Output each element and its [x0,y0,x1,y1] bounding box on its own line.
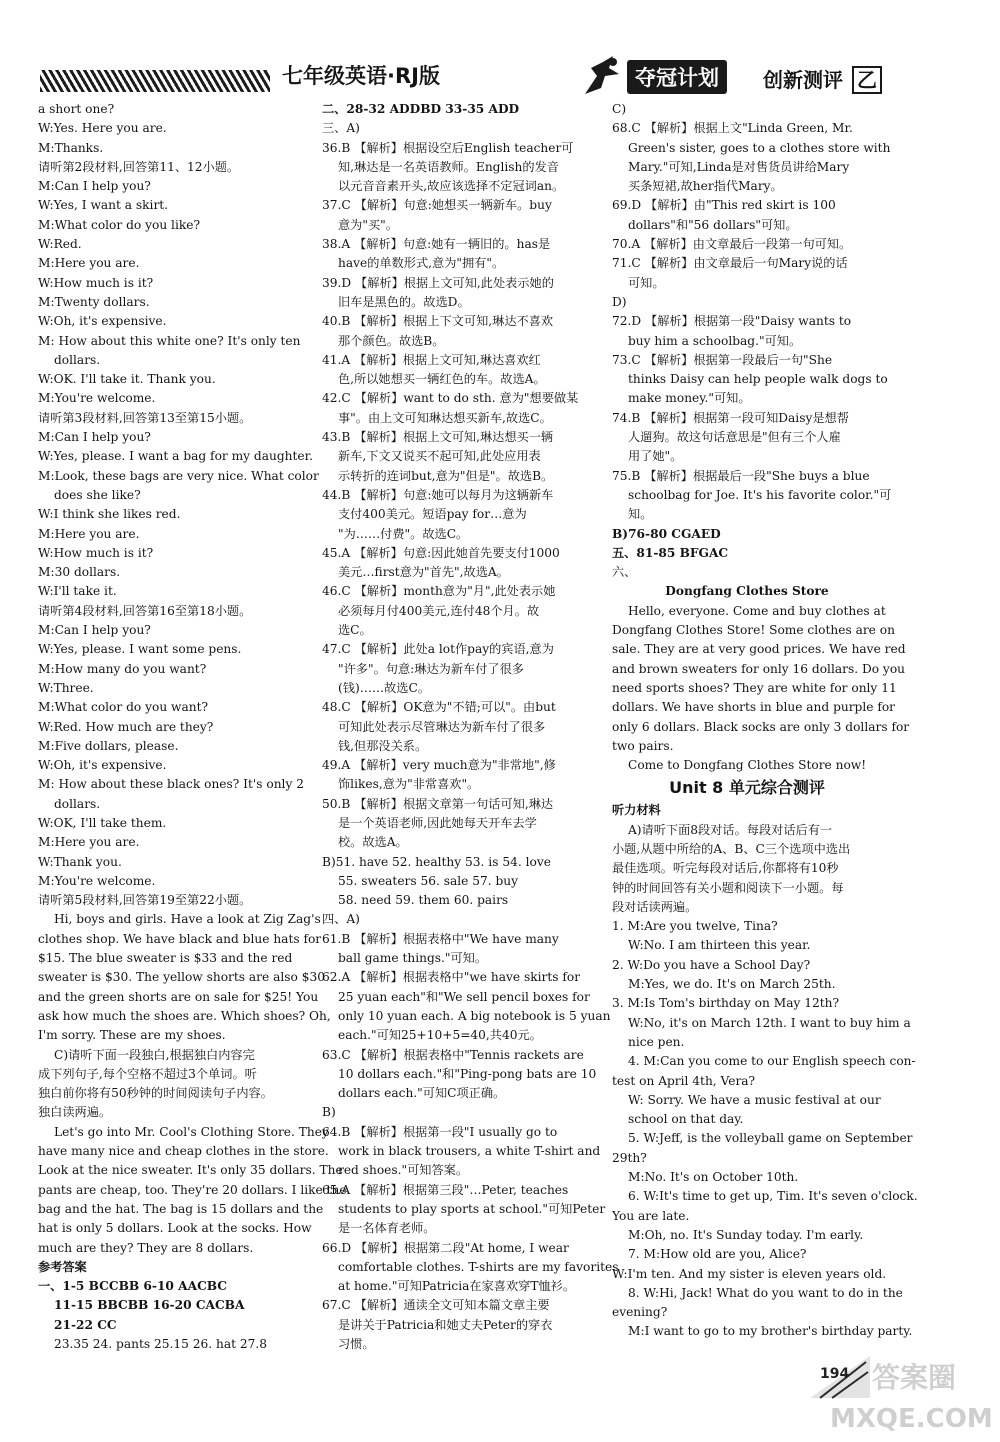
text-line: 73.C 【解析】根据第一段最后一句"She [612,352,833,367]
brand-logo [575,54,995,98]
answer-line: 21-22 CC [54,1317,117,1332]
text-line: M:Yes, we do. It's on March 25th. [628,977,836,992]
text-line: 45.A 【解析】句意:因此她首先要支付1000 [322,545,560,560]
text-line: 支付400美元。短语pay for…意为 [338,507,527,522]
text-line: W:How much is it? [38,275,154,290]
edition-badge: 乙 [852,66,882,94]
text-line: students to play sports at school."可知Peter [338,1201,606,1216]
text-line: 67.C 【解析】通读全文可知本篇文章主要 [322,1298,550,1313]
text-line: Hi, boys and girls. Have a look at Zig Zag's [54,912,321,927]
text-line: 39.D 【解析】根据上文可知,此处表示她的 [322,275,554,290]
answer-line: 58. need 59. them 60. pairs [338,893,509,908]
text-line: 校。故选A。 [338,835,408,850]
text-line: M:Can I help you? [38,430,151,445]
text-line: 5. W:Jeff, is the volleyball game on September [628,1131,913,1146]
text-line: W:Red. [38,237,82,252]
answer-key-heading: 参考答案 [38,1259,87,1274]
text-line: 用了她"。 [628,449,683,464]
text-line: 旧车是黑色的。故选D。 [338,294,470,309]
text-line: W:OK, I'll take them. [38,815,167,830]
text-line: M:Look, these bags are very nice. What color [38,468,319,483]
text-line: W: Sorry. We have a music festival at our [628,1092,881,1107]
text-line: A)请听下面8段对话。每段对话后有一 [628,822,833,837]
text-line: M:Here you are. [38,835,140,850]
text-line: 7. M:How old are you, Alice? [628,1247,807,1262]
text-line: ball game things."可知。 [338,951,488,966]
text-line: 6. W:It's time to get up, Tim. It's seven o'clock. [628,1189,918,1204]
text-line: 66.D 【解析】根据第二段"At home, I wear [322,1240,569,1255]
text-line: have的单数形式,意为"拥有"。 [338,256,505,271]
text-line: 示转折的连词but,意为"但是"。故选B。 [338,468,554,483]
text-line: 独白前你将有50秒钟的时间阅读句子内容。 [38,1086,273,1101]
text-line: only 6 dollars. Black socks are only 3 dollars for [612,719,910,734]
text-line: sale. They are at very good prices. We have red [612,642,906,657]
text-line: 知。 [628,507,653,522]
text-line: 41.A 【解析】根据上文可知,琳达喜欢红 [322,352,541,367]
text-line: dollars"和"56 dollars"可知。 [628,217,798,232]
text-line: 知,琳达是一名英语教师。English的发音 [338,159,559,174]
text-line: W:Red. How much are they? [38,719,214,734]
text-line: dollars each."可知C项正确。 [338,1086,506,1101]
text-line: W:Three. [38,680,94,695]
text-line: M:Twenty dollars. [38,294,150,309]
text-line: 50.B 【解析】根据文章第一句话可知,琳达 [322,796,554,811]
text-line: Mary."可知,Linda是对售货员讲给Mary [628,159,850,174]
text-line: M:Can I help you? [38,623,151,638]
text-line: M:How many do you want? [38,661,207,676]
text-line: 饰likes,意为"非常喜欢"。 [338,777,480,792]
section-label: D) [612,294,627,309]
answer-line: 二、28-32 ADDBD 33-35 ADD [322,102,520,116]
text-line: 48.C 【解析】OK意为"不错;可以"。由but [322,700,556,715]
answer-line: 23.35 24. pants 25.15 26. hat 27.8 [54,1337,268,1351]
text-line: 事"。由上文可知琳达想买新车,故选C。 [338,410,552,425]
text-line: 选C。 [338,623,372,638]
text-line: 请听第2段材料,回答第11、12小题。 [38,159,240,174]
text-line: 49.A 【解析】very much意为"非常地",修 [322,758,556,773]
text-line: M:What color do you want? [38,700,209,715]
text-line: pants are cheap, too. They're 20 dollars. I like the [38,1182,347,1197]
answer-line: 11-15 BBCBB 16-20 CACBA [54,1298,245,1313]
text-line: does she like? [54,487,141,502]
text-line: 新车,下文又说买不起可知,此处应用表 [338,449,541,464]
text-line: 钟的时间回答有关小题和阅读下一小题。每 [612,880,844,895]
text-line: "许多"。句意:琳达为新车付了很多 [338,661,524,676]
text-line: W:I'll take it. [38,584,117,599]
text-line: red shoes."可知答案。 [338,1163,469,1178]
text-line: 美元…first意为"首先",故选A。 [338,565,509,580]
text-line: two pairs. [612,738,674,753]
text-line: 是讲关于Patricia和她丈夫Peter的穿衣 [338,1317,553,1332]
text-line: M:I want to go to my brother's birthday party. [628,1324,913,1339]
page-number-badge [810,1356,996,1398]
text-line: M:Oh, no. It's Sunday today. I'm early. [628,1227,864,1242]
text-line: test on April 4th, Vera? [612,1073,756,1088]
text-line: 64.B 【解析】根据第一段"I usually go to [322,1124,558,1139]
text-line: M: How about these black ones? It's only 2 [38,777,304,792]
text-line: work in black trousers, a white T-shirt and [338,1144,601,1159]
text-line: make money."可知。 [628,391,751,406]
answer-line: 55. sweaters 56. sale 57. buy [338,873,519,888]
text-line: 69.D 【解析】由"This red skirt is 100 [612,198,836,213]
text-line: 3. M:Is Tom's birthday on May 12th? [612,996,840,1011]
text-line: 37.C 【解析】句意:她想买一辆新车。buy [322,198,552,213]
text-line: 色,所以她想买一辆红色的车。故选A。 [338,372,546,387]
text-line: 意为"买"。 [338,217,398,232]
text-line: W:Thank you. [38,854,122,869]
text-line: 必须每月付400美元,连付48个月。故 [338,603,540,618]
text-line: 36.B 【解析】根据设空后English teacher可 [322,140,574,155]
text-line: Hello, everyone. Come and buy clothes at [628,603,886,618]
listening-heading: 听力材料 [612,803,661,818]
page-header [0,0,1000,100]
column-right [612,100,918,1342]
text-line: M:What color do you like? [38,217,200,232]
text-line: W:I'm ten. And my sister is eleven years old. [612,1266,887,1281]
text-line: 1. M:Are you twelve, Tina? [612,919,778,934]
text-line: C)请听下面一段独白,根据独白内容完 [54,1047,255,1062]
answer-line: B)51. have 52. healthy 53. is 54. love [322,854,551,869]
text-line: $15. The blue sweater is $33 and the red [38,951,293,966]
text-line: 请听第3段材料,回答第13至第15小题。 [38,410,252,425]
text-line: 是一名体育老师。 [338,1221,436,1236]
text-line: 25 yuan each"和"We sell pencil boxes for [338,989,590,1004]
text-line: sweater is $30. The yellow shorts are also $30 [38,970,325,985]
text-line: dollars. [54,352,101,367]
text-line: Green's sister, goes to a clothes store with [628,140,891,155]
text-line: 70.A 【解析】由文章最后一段第一句可知。 [612,237,852,252]
text-line: 47.C 【解析】此处a lot作pay的宾语,意为 [322,642,554,657]
text-line: 71.C 【解析】由文章最后一句Mary说的话 [612,256,848,271]
text-line: 2. W:Do you have a School Day? [612,957,811,972]
text-line: I'm sorry. These are my shoes. [38,1028,226,1043]
text-line: 62.A 【解析】根据表格中"we have skirts for [322,970,581,985]
text-line: W:Yes, I want a skirt. [38,198,169,213]
text-line: 段对话读两遍。 [612,899,698,914]
text-line: 买条短裙,故her指代Mary。 [628,179,783,194]
text-line: M:You're welcome. [38,391,156,406]
answer-line: 一、1-5 BCCBB 6-10 AACBC [38,1279,227,1294]
text-line: W:Oh, it's expensive. [38,314,167,329]
text-line: You are late. [612,1208,690,1223]
text-line: 46.C 【解析】month意为"月",此处表示她 [322,584,556,599]
brand-subtitle [763,64,882,93]
text-line: 请听第5段材料,回答第19至第22小题。 [38,893,252,908]
text-line: W:Yes. Here you are. [38,121,167,136]
text-line: ask how much the shoes are. Which shoes? Oh, [38,1008,331,1023]
text-line: only 10 yuan each. A big notebook is 5 yuan [338,1008,611,1023]
text-line: M:Thanks. [38,140,104,155]
text-line: dollars. [54,796,101,811]
text-line: comfortable clothes. T-shirts are my favorites [338,1259,619,1274]
header-title: 七年级英语·RJ版 [282,64,440,88]
answer-line: 五、81-85 BFGAC [612,545,729,560]
text-line: hat is only 5 dollars. Look at the socks. How [38,1221,312,1236]
brand-name: 夺冠计划 [627,60,727,94]
text-line: W:No, it's on March 12th. I want to buy him a [628,1015,911,1030]
subtitle-text: 创新测评 [763,68,843,92]
text-line: M:Can I help you? [38,179,151,194]
text-line: 以元音音素开头,故应该选择不定冠词an。 [338,179,565,194]
text-line: 那个颜色。故选B。 [338,333,445,348]
text-line: Come to Dongfang Clothes Store now! [628,758,867,773]
text-line: W:No. I am thirteen this year. [628,938,811,953]
text-line: 68.C 【解析】根据上文"Linda Green, Mr. [612,121,853,136]
text-line: much are they? They are 8 dollars. [38,1240,254,1255]
text-line: 4. M:Can you come to our English speech con- [628,1054,916,1069]
text-line: 是一个英语老师,因此她每天开车去学 [338,815,537,830]
text-line: Look at the nice sweater. It's only 35 dollars. The [38,1163,343,1178]
text-line: clothes shop. We have black and blue hats for [38,931,322,946]
text-line: dollars. We have shorts in blue and purple for [612,700,896,715]
text-line: 8. W:Hi, Jack! What do you want to do in the [628,1285,903,1300]
text-line: need sports shoes? They are white for only 11 [612,680,897,695]
text-line: 钱,但那没关系。 [338,738,428,753]
text-line: evening? [612,1305,668,1320]
text-line: 最佳选项。听完每段对话后,你都将有10秒 [612,861,839,876]
unit-heading: Unit 8 单元综合测评 [669,778,825,798]
text-line: 44.B 【解析】句意:她可以每月为这辆新车 [322,487,554,502]
text-line: W:I think she likes red. [38,507,181,522]
text-line: 65.A 【解析】根据第三段"…Peter, teaches [322,1182,569,1197]
text-line: W:OK. I'll take it. Thank you. [38,372,216,387]
text-line: and the green shorts are on sale for $25! You [38,989,319,1004]
watermark-cn: 答案圈 [872,1361,957,1394]
text-line: and brown sweaters for only 16 dollars. Do you [612,661,905,676]
text-line: M:30 dollars. [38,565,121,580]
text-line: 小题,从题中所给的A、B、C三个选项中选出 [612,841,851,856]
text-line: 请听第4段材料,回答第16至第18小题。 [38,603,252,618]
text-line: have many nice and cheap clothes in the store. [38,1144,329,1159]
text-line: each."可知25+10+5=40,共40元。 [338,1028,542,1043]
text-line: 人遛狗。故这句话意思是"但有三个人雇 [628,430,841,445]
text-line: 63.C 【解析】根据表格中"Tennis rackets are [322,1047,584,1062]
text-line: 42.C 【解析】want to do sth. 意为"想要做某 [322,391,579,406]
section-label: B) [322,1105,336,1120]
text-line: at home."可知Patricia在家喜欢穿T恤衫。 [338,1279,576,1294]
text-line: 40.B 【解析】根据上下文可知,琳达不喜欢 [322,314,554,329]
text-line: M:Here you are. [38,526,140,541]
text-line: (钱)……故选C。 [338,680,430,695]
text-line: W:Yes, please. I want some pens. [38,642,242,657]
text-line: "为……付费"。故选C。 [338,526,469,541]
text-line: Dongfang Clothes Store! Some clothes are on [612,623,895,638]
text-line: W:Yes, please. I want a bag for my daughter. [38,449,313,464]
text-line: 29th? [612,1150,647,1165]
section-label: 四、A) [322,912,360,927]
text-line: 74.B 【解析】根据第一段可知Daisy是想帮 [612,410,849,425]
section-label: 六、 [612,565,637,580]
runner-icon [579,54,625,98]
section-label: C) [612,102,627,116]
column-middle [322,100,619,1354]
text-line: nice pen. [628,1034,685,1049]
section-label: 三、A) [322,121,360,136]
text-line: 成下列句子,每个空格不超过3个单词。听 [38,1066,257,1081]
text-line: 可知。 [628,275,665,290]
text-line: 可知此处表示尽管琳达为新车付了很多 [338,719,546,734]
answer-line: B)76-80 CGAED [612,526,721,541]
text-line: 38.A 【解析】句意:她有一辆旧的。has是 [322,237,551,252]
watermark: MXQE.COM [830,1404,993,1434]
text-line: 75.B 【解析】根据最后一段"She buys a blue [612,468,870,483]
text-line: M: How about this white one? It's only ten [38,333,301,348]
page-number: 194 [820,1366,850,1382]
text-line: Let's go into Mr. Cool's Clothing Store. They [54,1124,329,1139]
text-line: 独白读两遍。 [38,1105,112,1120]
text-line: buy him a schoolbag."可知。 [628,333,802,348]
text-line: M:Here you are. [38,256,140,271]
header-stripes [40,70,270,92]
text-line: 10 dollars each."和"Ping-pong bats are 10 [338,1066,597,1081]
text-line: 61.B 【解析】根据表格中"We have many [322,931,559,946]
text-line: M:Five dollars, please. [38,738,179,753]
text-line: 习惯。 [338,1337,375,1351]
text-line: M:You're welcome. [38,873,156,888]
text-line: thinks Daisy can help people walk dogs to [628,372,888,387]
text-line: school on that day. [628,1112,744,1127]
text-line: W:How much is it? [38,545,154,560]
text-line: a short one? [38,102,115,116]
text-line: bag and the hat. The bag is 15 dollars and the [38,1201,324,1216]
text-line: M:No. It's on October 10th. [628,1170,799,1185]
text-line: schoolbag for Joe. It's his favorite color."可 [628,487,892,502]
essay-title: Dongfang Clothes Store [665,584,829,599]
text-line: 43.B 【解析】根据上文可知,琳达想买一辆 [322,430,554,445]
text-line: W:Oh, it's expensive. [38,758,167,773]
text-line: 72.D 【解析】根据第一段"Daisy wants to [612,314,852,329]
